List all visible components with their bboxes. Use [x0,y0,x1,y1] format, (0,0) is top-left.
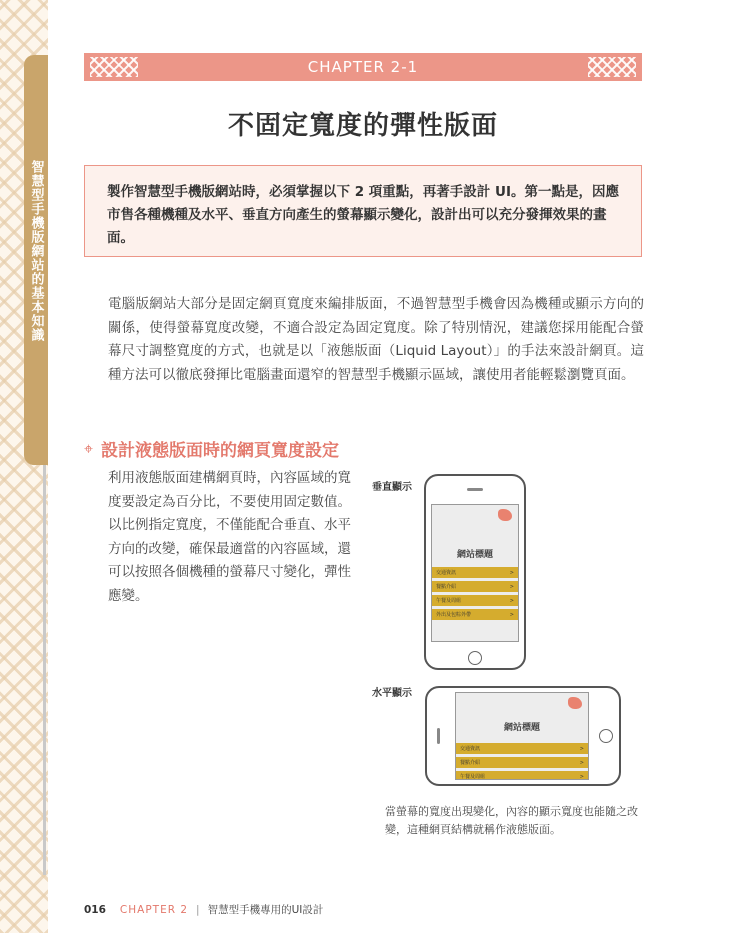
phone-horizontal [425,686,621,786]
illustration-icon [498,509,512,521]
page-number: 016 [84,903,106,916]
chevron-right-icon: > [579,773,584,780]
menu-item [456,771,588,780]
menu-item [432,609,518,620]
phone-speaker [467,488,483,491]
horizontal-figure-label: 水平顯示 [372,688,412,699]
menu-item-label: 交通資訊 [436,570,457,576]
home-button-icon [468,651,482,665]
section-heading-text: 設計液態版面時的網頁寬度設定 [101,441,340,461]
menu-item-label: 外出及包粽外帶 [436,612,472,618]
chapter-label: CHAPTER 2-1 [307,58,419,76]
section-paragraph: 利用液態版面建構網頁時，內容區域的寬度要設定為百分比，不要使用固定數值。以比例指定寬度，不僅能配合垂直、水平方向的改變，確保最適當的內容區域，還可以按照各個機種的螢幕尺寸變化，彈性應變。 [108,470,351,604]
home-button-icon [599,729,613,743]
page-title: 不固定寬度的彈性版面 [227,111,498,141]
chevron-right-icon: > [509,569,514,576]
intro-text: 製作智慧型手機版網站時，必須掌握以下 2 項重點，再著手設計 UI。第一點是，因應市售各種機種及水平、垂直方向產生的螢幕顯示變化，設計出可以充分發揮效果的畫面。 [107,184,619,246]
banner-pattern-right [588,57,636,77]
menu-list-horizontal [456,743,588,780]
menu-list-vertical [432,567,518,623]
phone-speaker [437,728,440,744]
menu-item [432,567,518,578]
menu-item [432,595,518,606]
body-paragraph: 電腦版網站大部分是固定網頁寬度來編排版面，不過智慧型手機會因為機種或顯示方向的關係，使得螢幕寬度改變，不適合設定為固定寬度。除了特別情況，建議您採用能配合螢幕尺寸調整寬度的方式，也就是以「液態版面（Liquid Layout）」的手法來設計網頁。這種方法可以徹底發揮比電腦畫面還窄的智慧型手機顯示區域，讓使用者能輕鬆瀏覽頁面。 [108,296,644,383]
menu-item-label: 餐點介紹 [460,760,481,766]
menu-item-label: 餐點介紹 [436,584,457,590]
site-title: 網站標題 [456,550,493,560]
illustration-icon [568,697,582,709]
section-heading [84,436,339,461]
side-tab-label: 智慧型手機版網站的基本知識 [28,160,44,342]
site-title: 網站標題 [503,723,540,733]
page-footer [84,902,323,917]
menu-item-label: 午餐及周組 [436,598,462,604]
figure-caption: 當螢幕的寬度出現變化，內容的顯示寬度也能隨之改變，這種網頁結構就稱作液態版面。 [385,805,638,836]
chevron-right-icon: > [509,611,514,618]
footer-chapter-title: 智慧型手機專用的UI設計 [207,904,324,916]
footer-chapter: CHAPTER 2 [119,903,189,916]
banner-pattern-left [90,57,138,77]
chapter-side-tab [24,55,48,465]
menu-item [432,581,518,592]
intro-box [84,165,642,257]
phone-screen-vertical [431,504,519,642]
vertical-figure-label: 垂直顯示 [372,482,412,493]
menu-item-label: 交通資訊 [460,746,481,752]
side-divider [43,465,46,875]
phone-vertical [424,474,526,670]
menu-item [456,757,588,768]
chevron-right-icon: > [509,583,514,590]
chapter-banner [84,53,642,81]
footer-separator: | [196,903,200,916]
menu-item [456,743,588,754]
chevron-right-icon: > [509,597,514,604]
phone-screen-horizontal [455,692,589,780]
chevron-right-icon: > [579,759,584,766]
chevron-right-icon: > [579,745,584,752]
menu-item-label: 午餐及周組 [460,774,486,780]
crosshair-icon: ⌖ [84,438,94,458]
